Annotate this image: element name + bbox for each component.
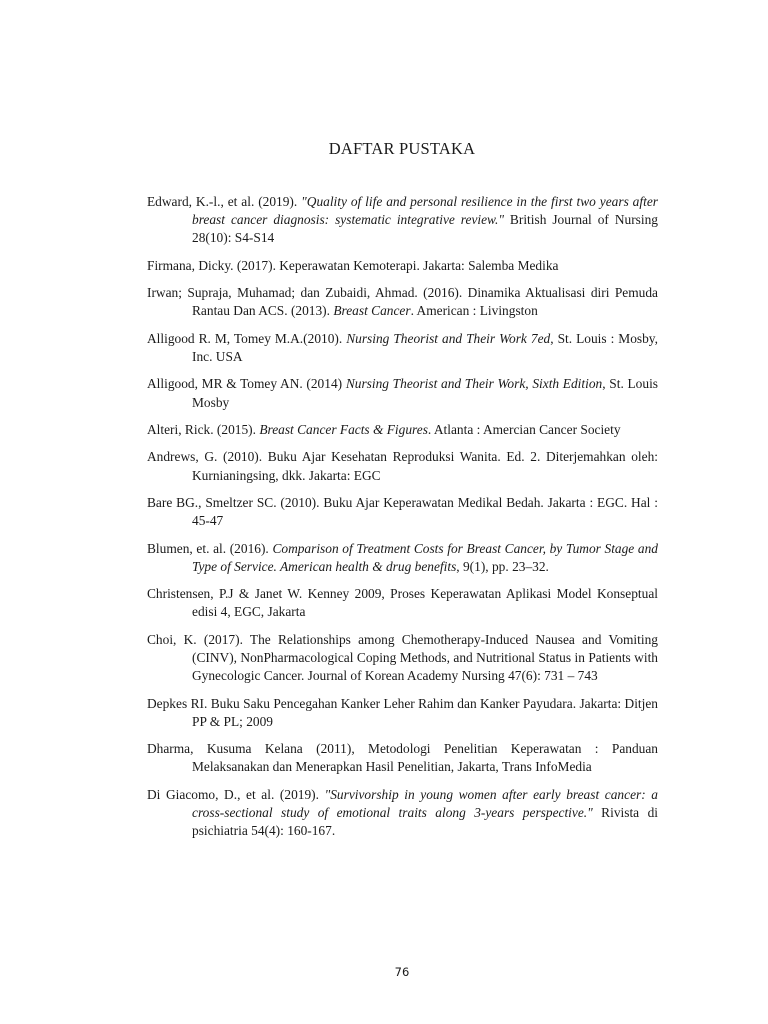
reference-text: Rivista di psichiatria 54(4): 160-167.	[192, 804, 658, 839]
reference-entry	[147, 375, 658, 411]
reference-entry	[147, 257, 658, 275]
reference-entry	[147, 695, 658, 731]
reference-list	[147, 193, 658, 850]
reference-text: Alteri, Rick. (2015).	[147, 421, 260, 437]
reference-text: Irwan; Supraja, Muhamad; dan Zubaidi, Ahmad. (2016). Dinamika Aktualisasi diri Pemuda Rantau Dan ACS. (2013).	[147, 285, 658, 319]
reference-text: . American : Livingston	[410, 303, 538, 319]
reference-entry	[147, 448, 658, 484]
reference-title-italic: "Survivorship in young women after early breast cancer: a cross-sectional study of emotional traits along 3-years perspective."	[192, 786, 658, 820]
reference-entry	[147, 494, 658, 530]
reference-title-italic: Breast Cancer	[333, 303, 411, 319]
reference-entry	[147, 585, 658, 621]
reference-text: Christensen, P.J & Janet W. Kenney 2009, Proses Keperawatan Aplikasi Model Konseptual edisi 4, EGC, Jakarta	[147, 586, 658, 620]
reference-entry	[147, 631, 658, 686]
reference-entry	[147, 421, 658, 439]
reference-title-italic: Nursing Theorist and Their Work, Sixth Edition	[345, 376, 603, 392]
reference-entry	[147, 284, 658, 320]
reference-text: Dharma, Kusuma Kelana (2011), Metodologi Penelitian Keperawatan : Panduan Melaksanakan dan Menerapkan Hasil Penelitian, Jakarta, Trans InfoMedia	[147, 741, 658, 775]
page-number: 76	[394, 965, 410, 979]
page-title: DAFTAR PUSTAKA	[328, 139, 476, 158]
reference-text: Edward, K.-l., et al. (2019).	[147, 194, 302, 209]
reference-entry	[147, 786, 658, 841]
reference-text: Choi, K. (2017). The Relationships among Chemotherapy-Induced Nausea and Vomiting (CINV), NonPharmacological Coping Methods, and Nutritional Status in Patients with Gynecologic Cancer. Journal of Korean Academy Nursing 47(6): 731 – 743	[147, 631, 658, 684]
reference-text: , 9(1), pp. 23–32.	[456, 558, 549, 574]
reference-title-italic: "Quality of life and personal resilience in the first two years after breast cancer diagnosis: systematic integrative review."	[192, 194, 658, 228]
reference-text: Alligood, MR & Tomey AN. (2014)	[147, 376, 346, 392]
reference-text: Alligood R. M, Tomey M.A.(2010).	[147, 330, 347, 346]
reference-entry	[147, 740, 658, 776]
reference-title-italic: Breast Cancer Facts & Figures	[259, 421, 428, 437]
reference-text: Di Giacomo, D., et al. (2019).	[147, 786, 325, 802]
reference-text: , St. Louis : Mosby, Inc. USA	[192, 330, 658, 364]
reference-text: Andrews, G. (2010). Buku Ajar Kesehatan Reproduksi Wanita. Ed. 2. Diterjemahkan oleh: Kurnianingsing, dkk. Jakarta: EGC	[147, 449, 658, 483]
reference-title-italic: Comparison of Treatment Costs for Breast Cancer, by Tumor Stage and Type of Service. American health & drug benefits	[192, 540, 658, 574]
reference-entry	[147, 193, 658, 248]
reference-text: Depkes RI. Buku Saku Pencegahan Kanker Leher Rahim dan Kanker Payudara. Jakarta: Ditjen PP & PL; 2009	[147, 695, 658, 729]
reference-entry	[147, 330, 658, 366]
reference-text: . Atlanta : Amercian Cancer Society	[427, 421, 621, 437]
reference-text: Bare BG., Smeltzer SC. (2010). Buku Ajar Keperawatan Medikal Bedah. Jakarta : EGC. Hal : 45-47	[147, 494, 658, 529]
reference-text: British Journal of Nursing 28(10): S4-S14	[192, 212, 658, 246]
reference-text: Firmana, Dicky. (2017). Keperawatan Kemoterapi. Jakarta: Salemba Medika	[147, 257, 559, 273]
reference-entry	[147, 540, 658, 576]
reference-text: , St. Louis Mosby	[192, 376, 658, 410]
reference-text: Blumen, et. al. (2016).	[147, 540, 273, 556]
reference-title-italic: Nursing Theorist and Their Work 7ed	[346, 330, 551, 346]
